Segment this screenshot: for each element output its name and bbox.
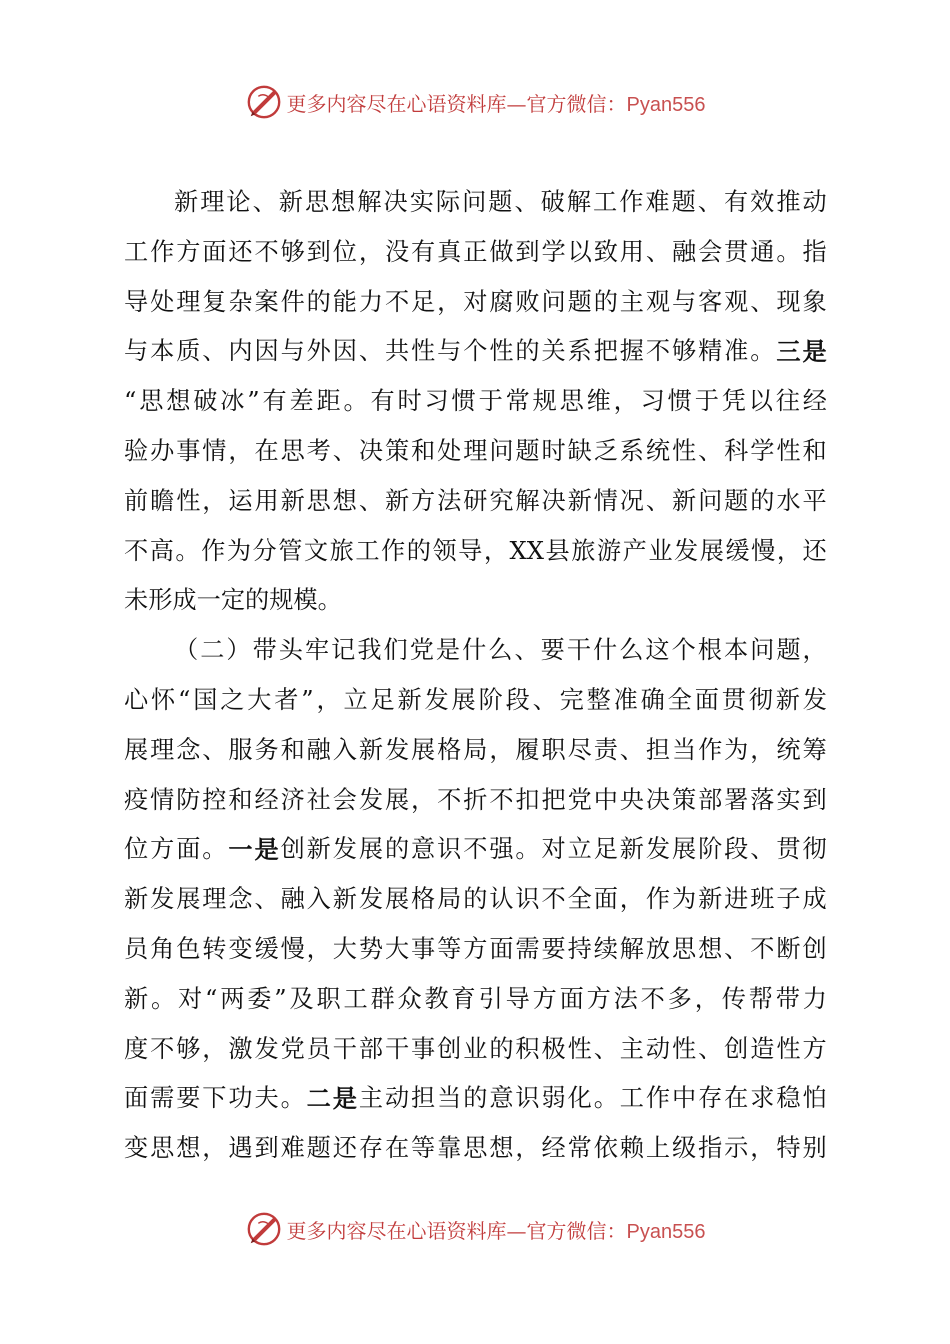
watermark-banner-top	[0, 80, 950, 124]
text-line: 展 理 念 、 服 务 和 融 入 新 发 展 格 局 ， 履 职 尽 责 、 担 当 作 为 ， 统 筹	[124, 735, 827, 764]
text-line: “ 思 想 破 冰 ” 有 差 距 。 有 时 习 惯 于 常 规 思 维 ， 习 惯 于 凭 以 往 经	[124, 387, 827, 416]
watermark-banner-bottom	[0, 1207, 950, 1251]
text-line: 心 怀 “ 国 之 大 者 ” ， 立 足 新 发 展 阶 段 、 完 整 准 确 全 面 贯 彻 新 发	[124, 685, 827, 714]
text-line: 面 需 要 下 功 夫 。 二 是 主 动 担 当 的 意 识 弱 化 。 工 作 中 存 在 求 稳 怕	[124, 1084, 827, 1114]
text-line: 新 。 对 “ 两 委 ” 及 职 工 群 众 教 育 引 导 方 面 方 法 不 多 ， 传 帮 带 力	[124, 984, 827, 1013]
text-line: 导 处 理 复 杂 案 件 的 能 力 不 足 ， 对 腐 败 问 题 的 主 观 与 客 观 、 现 象	[124, 287, 827, 316]
watermark-handle: Pyan556	[626, 1220, 706, 1243]
watermark-text	[287, 88, 706, 117]
text-line: 新 发 展 理 念 、 融 入 新 发 展 格 局 的 认 识 不 全 面 ， 作 为 新 进 班 子 成	[124, 885, 827, 914]
watermark-caption: 更多内容尽在心语资料库—官方微信：	[286, 91, 627, 116]
text-line: 与 本 质 、 内 因 与 外 因 、 共 性 与 个 性 的 关 系 把 握 不 够 精 准 。 三 是	[124, 337, 827, 367]
watermark-caption: 更多内容尽在心语资料库—官方微信：	[286, 1218, 627, 1243]
text-line: 员 角 色 转 变 缓 慢 ， 大 势 大 事 等 方 面 需 要 持 续 解 放 思 想 、 不 断 创	[124, 934, 827, 963]
document-body	[124, 178, 827, 1174]
text-line: 不 高 。 作 为 分 管 文 旅 工 作 的 领 导 ， XX 县 旅 游 产 业 发 展 缓 慢 ， 还	[124, 536, 827, 565]
text-line: 验 办 事 情 ， 在 思 考 、 决 策 和 处 理 问 题 时 缺 乏 系 统 性 、 科 学 性 和	[124, 436, 827, 465]
text-line: 前 瞻 性 ， 运 用 新 思 想 、 新 方 法 研 究 解 决 新 情 况 、 新 问 题 的 水 平	[124, 486, 827, 515]
pen-logo-icon	[245, 83, 283, 121]
text-line: 新 理 论 、 新 思 想 解 决 实 际 问 题 、 破 解 工 作 难 题 、 有 效 推 动	[174, 188, 827, 216]
text-line: 未 形 成 一 定 的 规 模 。	[124, 586, 342, 615]
text-line: （ 二 ） 带 头 牢 记 我 们 党 是 什 么 、 要 干 什 么 这 个 根 本 问 题 ，	[174, 636, 827, 665]
text-line: 工 作 方 面 还 不 够 到 位 ， 没 有 真 正 做 到 学 以 致 用 、 融 会 贯 通 。 指	[124, 237, 827, 266]
text-line: 疫 情 防 控 和 经 济 社 会 发 展 ， 不 折 不 扣 把 党 中 央 决 策 部 署 落 实 到	[124, 785, 827, 814]
text-line: 位 方 面 。 一 是 创 新 发 展 的 意 识 不 强 。 对 立 足 新 发 展 阶 段 、 贯 彻	[124, 835, 827, 865]
text-line: 度 不 够 ， 激 发 党 员 干 部 干 事 创 业 的 积 极 性 、 主 动 性 、 创 造 性 方	[124, 1034, 827, 1063]
text-line: 变 思 想 ， 遇 到 难 题 还 存 在 等 靠 思 想 ， 经 常 依 赖 上 级 指 示 ， 特 别	[124, 1134, 827, 1163]
pen-logo-icon	[245, 1210, 283, 1248]
watermark-handle: Pyan556	[626, 93, 706, 116]
watermark-text	[287, 1215, 706, 1244]
